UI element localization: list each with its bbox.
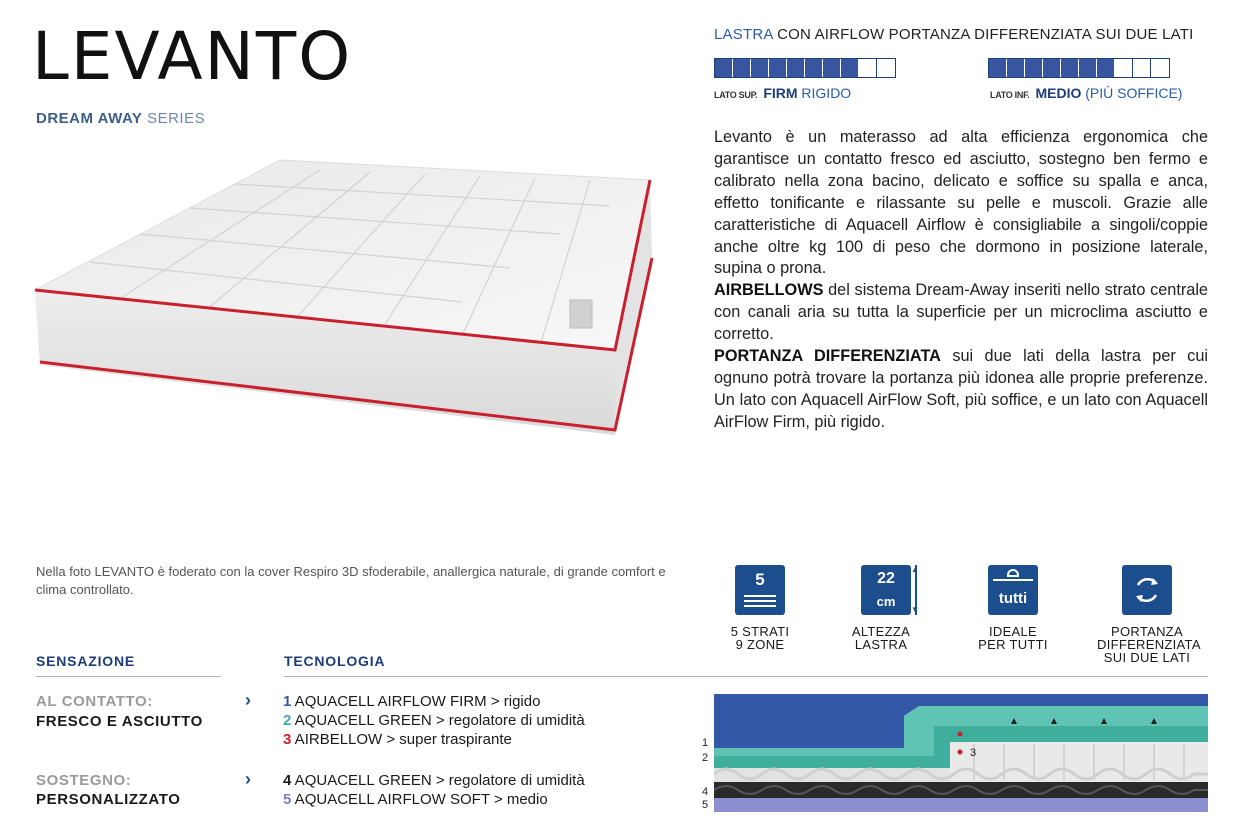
firmness-segment xyxy=(823,59,841,77)
feature-layers-line1: 5 STRATI xyxy=(730,624,790,639)
feature-height-line2: LASTRA xyxy=(854,637,908,652)
series-rest: SERIES xyxy=(142,110,206,127)
desc-bottom: (PIÙ SOFFICE) xyxy=(1085,85,1183,101)
layer-label-2: 2 xyxy=(702,752,709,764)
sensazione-divider xyxy=(36,676,221,677)
firmness-segment xyxy=(877,59,895,77)
firmness-segment xyxy=(1007,59,1025,77)
chevron-right-icon: › xyxy=(245,690,251,710)
firmness-segment xyxy=(805,59,823,77)
tecnologia-heading: TECNOLOGIA xyxy=(284,653,386,669)
firmness-segment xyxy=(1043,59,1061,77)
bar-label-bottom xyxy=(990,85,1182,101)
lastra-title-rest: CON AIRFLOW PORTANZA DIFFERENZIATA SUI DUE LATI xyxy=(772,26,1194,43)
firmness-segment xyxy=(1133,59,1151,77)
firmness-segment xyxy=(733,59,751,77)
contatto-key: AL CONTATTO: xyxy=(36,693,153,710)
lastra-title xyxy=(714,26,1194,43)
feature-layers-line2: 9 ZONE xyxy=(735,637,785,652)
tech-num: 5 xyxy=(283,791,292,808)
side-top: LATO SUP. xyxy=(714,90,758,100)
tech-item xyxy=(283,730,585,749)
desc-p3-bold: PORTANZA DIFFERENZIATA xyxy=(714,347,941,366)
firmness-bar-bottom xyxy=(988,58,1170,78)
lastra-title-highlight: LASTRA xyxy=(714,26,773,43)
feature-portanza-line2: DIFFERENZIATA xyxy=(1097,637,1201,652)
desc-p2-bold: AIRBELLOWS xyxy=(714,281,824,300)
firmness-segment xyxy=(751,59,769,77)
tech-item xyxy=(283,711,585,730)
feature-portanza-line3: SUI DUE LATI xyxy=(1103,650,1191,665)
contatto-value: FRESCO E ASCIUTTO xyxy=(36,713,203,730)
bar-label-top xyxy=(714,85,851,101)
feature-ideal-line1: IDEALE xyxy=(988,624,1038,639)
tech-item xyxy=(283,692,585,711)
firmness-segment xyxy=(1079,59,1097,77)
firmness-segment xyxy=(1061,59,1079,77)
desc-p2-rest: del sistema Dream-Away inseriti nello strato centrale con canali aria su tutta la superficie per un microclima asciutto e corretto. xyxy=(714,281,1208,344)
firmness-segment xyxy=(841,59,859,77)
layer-cross-section xyxy=(714,694,1208,812)
photo-caption: Nella foto LEVANTO è foderato con la cover Respiro 3D sfoderabile, anallergica naturale, di grande comfort e clima controllato. xyxy=(36,564,666,597)
tech-text: AIRBELLOW > super traspirante xyxy=(291,731,512,748)
rotate-icon xyxy=(1122,565,1172,615)
sensazione-heading: SENSAZIONE xyxy=(36,653,136,669)
level-top: FIRM xyxy=(763,85,798,101)
feature-height-value: 22 xyxy=(877,570,895,587)
sostegno-value: PERSONALIZZATO xyxy=(36,791,181,808)
sostegno-key: SOSTEGNO: xyxy=(36,772,132,789)
tech-item xyxy=(283,771,585,790)
product-title: LEVANTO xyxy=(32,18,353,95)
firmness-bar-top xyxy=(714,58,896,78)
tech-num: 2 xyxy=(283,712,292,729)
feature-portanza xyxy=(1097,565,1201,665)
tech-text: AQUACELL AIRFLOW FIRM > rigido xyxy=(291,693,541,710)
height-icon: 22 cm ▲ ▼ xyxy=(861,565,911,615)
feature-ideal-line2: PER TUTTI xyxy=(978,637,1048,652)
desc-top: RIGIDO xyxy=(801,85,852,101)
tech-text: AQUACELL GREEN > regolatore di umidità xyxy=(291,772,585,789)
firmness-segment xyxy=(1097,59,1115,77)
side-bottom: LATO INF. xyxy=(990,90,1030,100)
firmness-segment xyxy=(1115,59,1133,77)
firmness-segment xyxy=(787,59,805,77)
feature-layers xyxy=(710,565,810,651)
series-bold: DREAM AWAY xyxy=(36,110,143,127)
weight-icon xyxy=(988,565,1038,615)
layer-label-3: 3 xyxy=(970,747,977,759)
feature-height-line1: ALTEZZA xyxy=(851,624,911,639)
layer-label-4: 4 xyxy=(702,786,709,798)
feature-portanza-line1: PORTANZA xyxy=(1111,624,1183,639)
firmness-segment xyxy=(1151,59,1169,77)
tech-num: 4 xyxy=(283,772,292,789)
feature-layers-value: 5 xyxy=(755,570,765,589)
feature-ideal xyxy=(963,565,1063,651)
feature-height-unit: cm xyxy=(876,594,896,609)
tech-num: 3 xyxy=(283,731,292,748)
firmness-segment xyxy=(1025,59,1043,77)
layer-label-5: 5 xyxy=(702,799,709,811)
tech-list-bottom xyxy=(283,771,585,809)
mattress-image xyxy=(30,150,670,440)
chevron-right-icon: › xyxy=(245,769,251,789)
desc-paragraph-1: Levanto è un materasso ad alta efficienza ergonomica che garantisce un contatto fresco ed asciutto, sostegno ben fermo e calibrato nella zona bacino, delicato e soffice su spalla e anca, effetto tonificante e rilassante su pelle e muscoli. Grazie alle caratteristiche di Aquacell Airflow è consigliabile a singoli/coppie anche oltre kg 100 di peso che dormono in posizione laterale, supina o prona. xyxy=(714,128,1208,278)
tech-item xyxy=(283,790,585,809)
feature-height xyxy=(831,565,931,651)
tech-text: AQUACELL AIRFLOW SOFT > medio xyxy=(291,791,548,808)
product-description xyxy=(714,127,1208,434)
feature-ideal-value: tutti xyxy=(998,590,1028,607)
firmness-segment xyxy=(715,59,733,77)
tech-list-top xyxy=(283,692,585,749)
series-label xyxy=(36,110,205,127)
tecnologia-divider xyxy=(284,676,1208,677)
firmness-segment xyxy=(989,59,1007,77)
tech-num: 1 xyxy=(283,693,292,710)
firmness-segment xyxy=(859,59,877,77)
tech-text: AQUACELL GREEN > regolatore di umidità xyxy=(291,712,585,729)
layers-icon xyxy=(735,565,785,615)
level-bottom: MEDIO xyxy=(1035,85,1082,101)
layer-label-1: 1 xyxy=(702,737,709,749)
desc-p3-rest: sui due lati della lastra per cui ognuno potrà trovare la portanza più idonea alle proprie preferenze. Un lato con Aquacell AirFlow Soft, più soffice, e un lato con Aquacell AirFlow Firm, più rigido. xyxy=(714,347,1208,431)
firmness-segment xyxy=(769,59,787,77)
